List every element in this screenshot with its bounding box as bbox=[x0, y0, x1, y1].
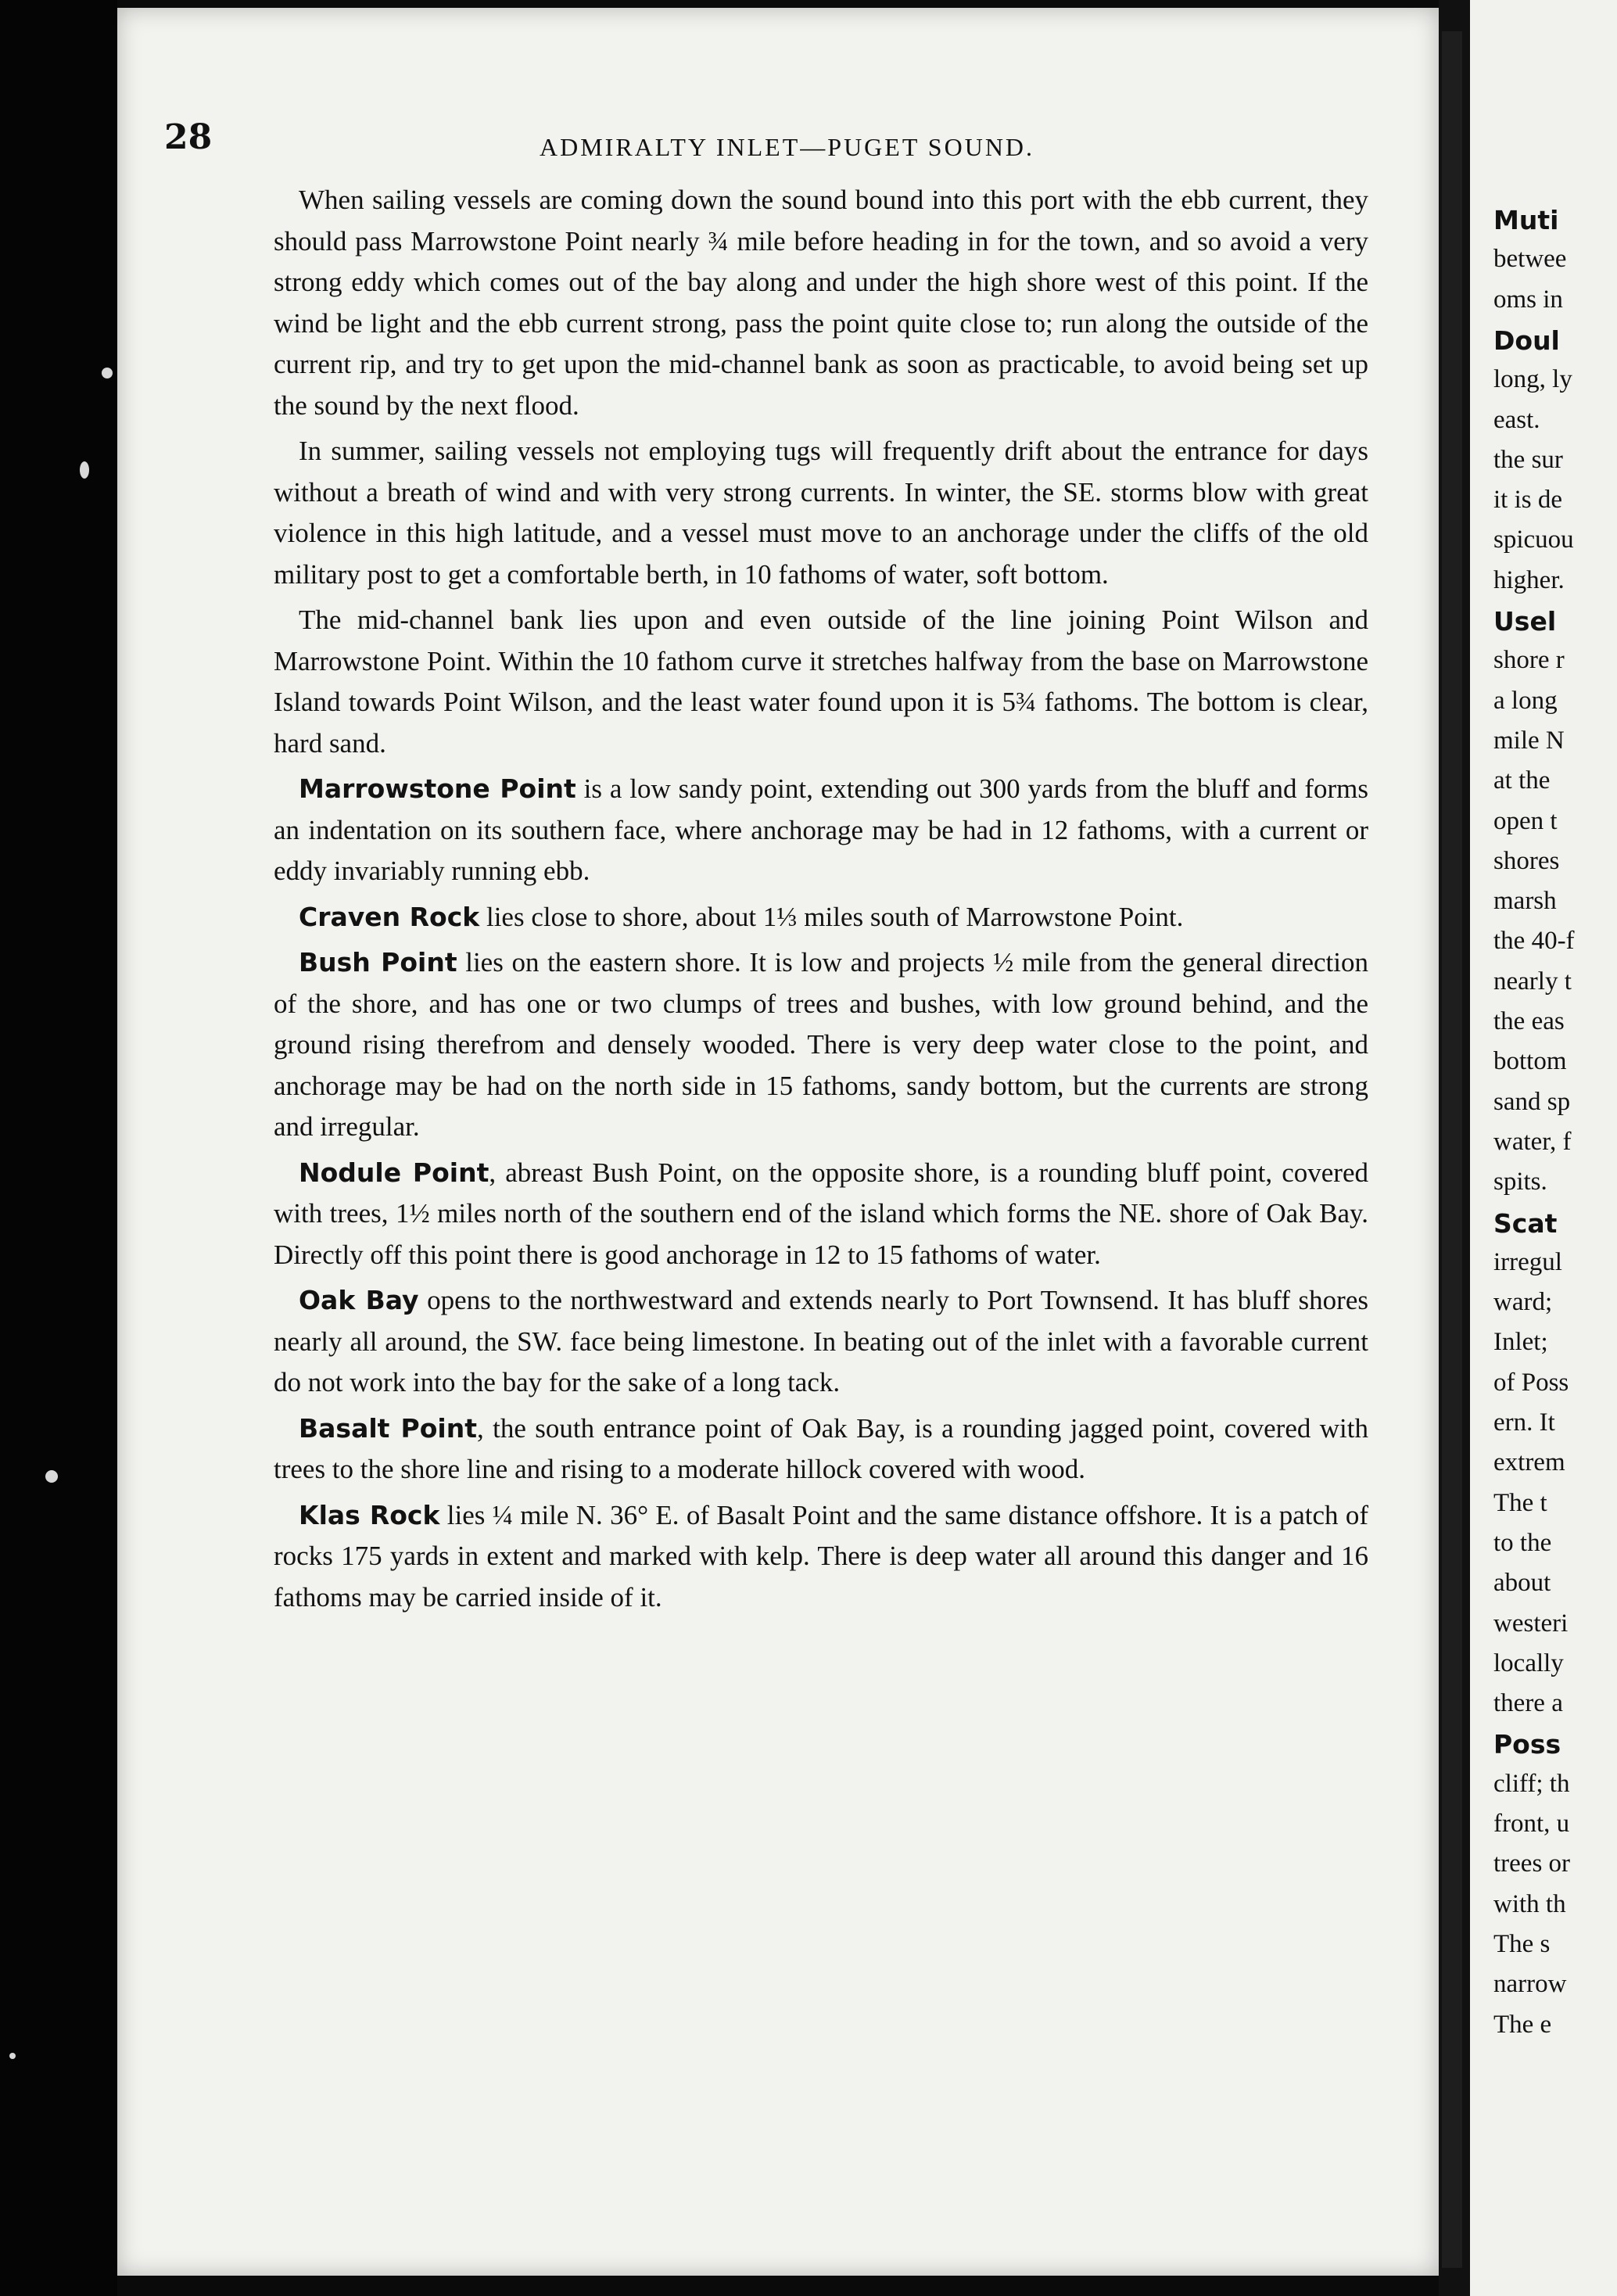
adjacent-page-text: ern. It bbox=[1493, 1408, 1555, 1437]
entry-term: Oak Bay bbox=[299, 1285, 419, 1315]
adjacent-page-text: extrem bbox=[1493, 1448, 1565, 1477]
adjacent-page-text: shores bbox=[1493, 846, 1560, 875]
adjacent-page-text: Poss bbox=[1493, 1729, 1561, 1760]
adjacent-page-text: the sur bbox=[1493, 445, 1563, 474]
paragraph bbox=[274, 1495, 1368, 1619]
adjacent-page-text: Scat bbox=[1493, 1207, 1558, 1239]
adjacent-page-text: bottom bbox=[1493, 1047, 1567, 1076]
entry-term: Marrowstone Point bbox=[299, 773, 576, 804]
paragraph bbox=[274, 1408, 1368, 1491]
paragraph bbox=[274, 1280, 1368, 1404]
paragraph-text: When sailing vessels are coming down the sound bound into this port with the ebb current, they should pass Marrowstone Point nearly ¾ mile before heading in for the town, and so avoid a very strong eddy which comes out of the bay along and under the high shore west of this point. If the wind be light and the ebb current strong, pass the point quite close to; run along the outside of the current rip, and try to get upon the mid-channel bank as soon as practicable, to avoid being set up the sound by the next flood. bbox=[274, 185, 1368, 421]
paragraph bbox=[274, 180, 1368, 426]
paragraph bbox=[274, 1153, 1368, 1276]
adjacent-page-text: ward; bbox=[1493, 1288, 1553, 1317]
adjacent-page-text: spits. bbox=[1493, 1168, 1547, 1196]
entry-term: Bush Point bbox=[299, 947, 457, 978]
adjacent-page-text: the eas bbox=[1493, 1007, 1565, 1035]
entry-term: Craven Rock bbox=[299, 901, 480, 932]
adjacent-page-text: there a bbox=[1493, 1689, 1563, 1718]
adjacent-page-text: narrow bbox=[1493, 1970, 1567, 1999]
adjacent-page-text: east. bbox=[1493, 405, 1540, 434]
scan-speck bbox=[102, 368, 113, 378]
adjacent-page-text: betwee bbox=[1493, 245, 1567, 274]
scan-border-left bbox=[0, 0, 117, 2296]
adjacent-page-text: The s bbox=[1493, 1929, 1551, 1958]
adjacent-page-text: oms in bbox=[1493, 285, 1563, 314]
scan-speck bbox=[45, 1470, 58, 1483]
paragraph-text: , abreast Bush Point, on the opposite shore, is a rounding bluff point, covered with trees, 1½ miles north of the southern end of the island which forms the NE. shore of Oak Bay. Directly off this point there is good anchorage in 12 to 15 fathoms of water. bbox=[274, 1157, 1368, 1270]
paragraph bbox=[274, 431, 1368, 595]
page-body bbox=[274, 180, 1368, 2057]
adjacent-page-text: irregul bbox=[1493, 1247, 1562, 1276]
adjacent-page-text: mile N bbox=[1493, 726, 1565, 755]
adjacent-page-text: a long bbox=[1493, 686, 1558, 715]
paragraph-text: The mid-channel bank lies upon and even outside of the line joining Point Wilson and Marrowstone Point. Within the 10 fathom curve it stretches halfway from the base on Marrowstone Island towards Point Wilson, and the least water found upon it is 5¾ fathoms. The bottom is clear, hard sand. bbox=[274, 604, 1368, 759]
adjacent-page-text: with th bbox=[1493, 1889, 1566, 1918]
adjacent-page-text: locally bbox=[1493, 1648, 1564, 1677]
page-header bbox=[164, 117, 1361, 172]
entry-term: Klas Rock bbox=[299, 1499, 440, 1530]
adjacent-page-text: long, ly bbox=[1493, 365, 1572, 394]
adjacent-page-text: the 40-f bbox=[1493, 927, 1575, 956]
adjacent-page-text: The e bbox=[1493, 2010, 1552, 2039]
adjacent-page-text: Inlet; bbox=[1493, 1328, 1548, 1357]
entry-term: Basalt Point bbox=[299, 1412, 477, 1444]
adjacent-page-text: westeri bbox=[1493, 1609, 1569, 1638]
adjacent-page-text: water, f bbox=[1493, 1127, 1572, 1156]
paragraph-text: lies close to shore, about 1⅓ miles south of Marrowstone Point. bbox=[479, 901, 1184, 932]
adjacent-page-text: shore r bbox=[1493, 646, 1565, 675]
adjacent-page-text: spicuou bbox=[1493, 526, 1574, 554]
adjacent-page-text: higher. bbox=[1493, 565, 1565, 594]
adjacent-page-text: trees or bbox=[1493, 1849, 1571, 1878]
paragraph bbox=[274, 942, 1368, 1148]
paragraph-text: In summer, sailing vessels not employing tugs will frequently drift about the entrance for days without a breath of wind and with very strong currents. In winter, the SE. storms blow with great violence in this high latitude, and a vessel must move to an anchorage under the cliffs of the old military post to get a comfortable berth, in 10 fathoms of water, soft bottom. bbox=[274, 436, 1368, 590]
adjacent-page bbox=[1470, 0, 1617, 2296]
adjacent-page-text: Usel bbox=[1493, 606, 1557, 637]
running-title: ADMIRALTY INLET—PUGET SOUND. bbox=[540, 133, 1035, 161]
adjacent-page-text: Muti bbox=[1493, 205, 1559, 235]
adjacent-page-text: open t bbox=[1493, 806, 1558, 835]
paragraph-text: is a low sandy point, extending out 300 yards from the bluff and forms an indentation on its southern face, where anchorage may be had in 12 fathoms, with a current or eddy invariably running ebb. bbox=[274, 773, 1369, 886]
scan-speck bbox=[80, 461, 89, 479]
paragraph bbox=[274, 600, 1368, 764]
adjacent-page-text: about bbox=[1493, 1569, 1551, 1598]
adjacent-page-text: to the bbox=[1493, 1528, 1552, 1557]
adjacent-page-text: Doul bbox=[1493, 325, 1560, 356]
adjacent-page-text: The t bbox=[1493, 1488, 1547, 1517]
adjacent-page-text: nearly t bbox=[1493, 967, 1572, 996]
gutter-shadow bbox=[1442, 31, 1462, 2268]
paragraph-text: opens to the northwestward and extends nearly to Port Townsend. It has bluff shores nearly all around, the SW. face being limestone. In beating out of the inlet with a favorable current do not work into the bay for the sake of a long tack. bbox=[274, 1285, 1368, 1397]
adjacent-page-text: marsh bbox=[1493, 887, 1557, 916]
paragraph bbox=[274, 769, 1368, 892]
paragraph-text: lies on the eastern shore. It is low and projects ½ mile from the general direction of the shore, and has one or two clumps of trees and bushes, with low ground behind, and the ground rising therefrom and densely wooded. There is very deep water close to the point, and anchorage may be had on the north side in 15 fathoms, sandy bottom, but the currents are strong and irregular. bbox=[274, 947, 1368, 1142]
adjacent-page-text: at the bbox=[1493, 766, 1551, 795]
scan-speck bbox=[9, 2053, 16, 2059]
adjacent-page-text: it is de bbox=[1493, 486, 1562, 515]
adjacent-page-text: sand sp bbox=[1493, 1087, 1571, 1116]
adjacent-page-text: front, u bbox=[1493, 1810, 1570, 1838]
paragraph bbox=[274, 897, 1368, 938]
adjacent-page-text: of Poss bbox=[1493, 1368, 1569, 1397]
entry-term: Nodule Point bbox=[299, 1157, 489, 1188]
paragraph-text: lies ¼ mile N. 36° E. of Basalt Point and the same distance offshore. It is a patch of rocks 175 yards in extent and marked with kelp. There is deep water all around this danger and 16 fathoms may be carried inside of it. bbox=[274, 1499, 1368, 1613]
page-number: 28 bbox=[164, 117, 213, 157]
paragraph-text: , the south entrance point of Oak Bay, is a rounding jagged point, covered with trees to the shore line and rising to a moderate hillock covered with wood. bbox=[274, 1412, 1368, 1484]
adjacent-page-text: cliff; th bbox=[1493, 1769, 1570, 1798]
